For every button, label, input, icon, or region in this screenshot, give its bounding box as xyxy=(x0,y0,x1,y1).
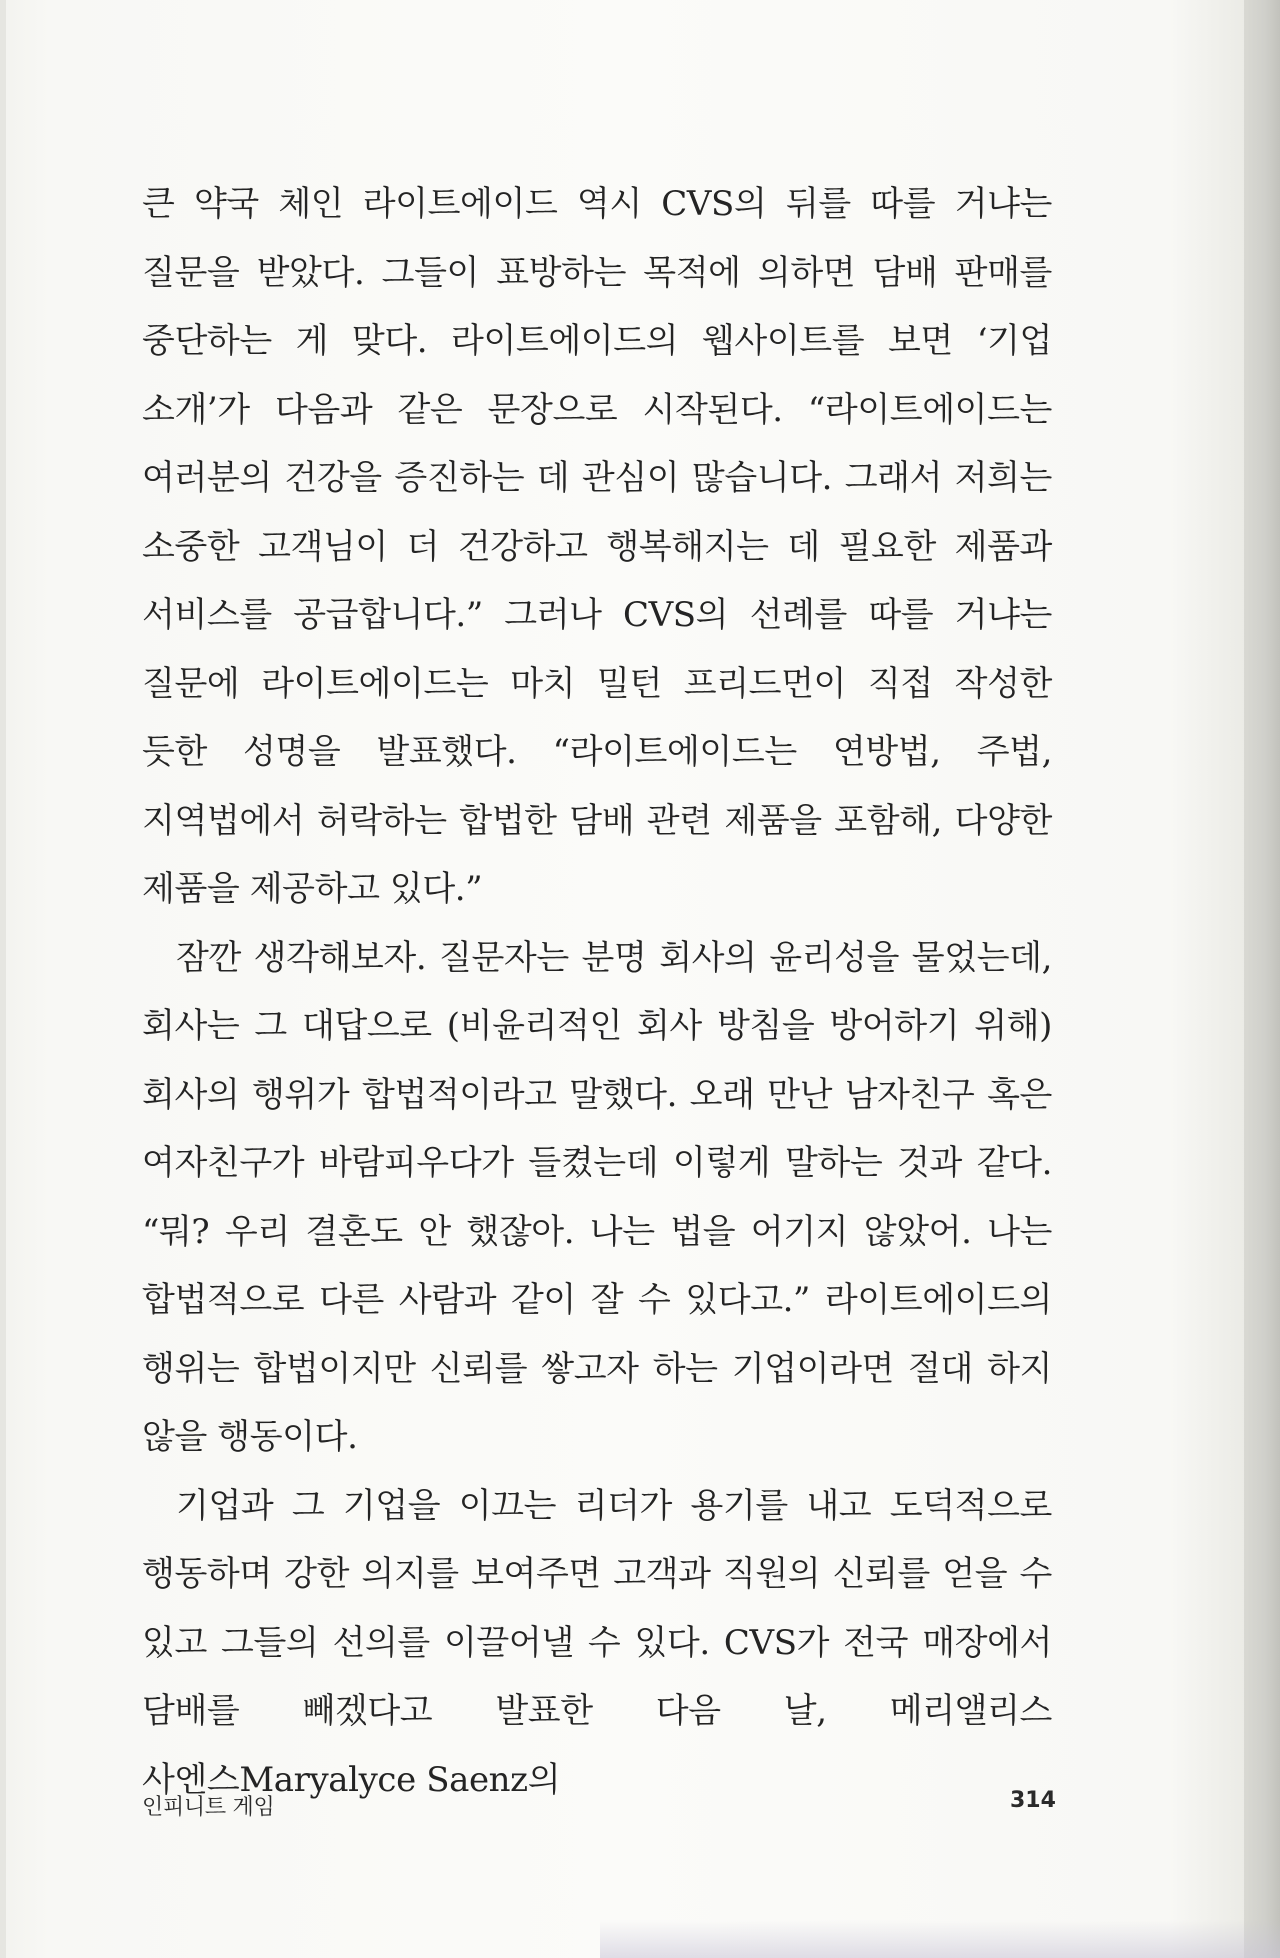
body-text xyxy=(142,170,1052,1814)
page-left-edge xyxy=(0,0,6,1958)
page-number: 314 xyxy=(1010,1788,1056,1813)
running-footer-book-title: 인피니트 게임 xyxy=(142,1795,275,1820)
paragraph-3: 기업과 그 기업을 이끄는 리더가 용기를 내고 도덕적으로 행동하며 강한 의지를 보여주면 고객과 직원의 신뢰를 얻을 수 있고 그들의 선의를 이끌어낼 수 있다. CVS가 전국 매장에서 담배를 빼겠다고 발표한 다음 날, 메리앨리스 사엔스Maryalyce Saenz의 xyxy=(142,1485,1052,1800)
paragraph-1: 큰 약국 체인 라이트에이드 역시 CVS의 뒤를 따를 거냐는 질문을 받았다. 그들이 표방하는 목적에 의하면 담배 판매를 중단하는 게 맞다. 라이트에이드의 웹사이트를 보면 ‘기업 소개’가 다음과 같은 문장으로 시작된다. “라이트에이드는 여러분의 건강을 증진하는 데 관심이 많습니다. 그래서 저희는 소중한 고객님이 더 건강하고 행복해지는 데 필요한 제품과 서비스를 공급합니다.” 그러나 CVS의 선례를 따를 거냐는 질문에 라이트에이드는 마치 밀턴 프리드먼이 직접 작성한 듯한 성명을 발표했다. “라이트에이드는 연방법, 주법, 지역법에서 허락하는 합법한 담배 관련 제품을 포함해, 다양한 제품을 제공하고 있다.” xyxy=(142,184,1052,909)
bottom-edge-shade xyxy=(600,1920,1280,1958)
paragraph-2: 잠깐 생각해보자. 질문자는 분명 회사의 윤리성을 물었는데, 회사는 그 대답으로 (비윤리적인 회사 방침을 방어하기 위해) 회사의 행위가 합법적이라고 말했다. 오래 만난 남자친구 혹은 여자친구가 바람피우다가 들켰는데 이렇게 말하는 것과 같다. “뭐? 우리 결혼도 안 했잖아. 나는 법을 어기지 않았어. 나는 합법적으로 다른 사람과 같이 잘 수 있다고.” 라이트에이드의 행위는 합법이지만 신뢰를 쌓고자 하는 기업이라면 절대 하지 않을 행동이다. xyxy=(142,937,1052,1457)
book-gutter-shadow xyxy=(1244,0,1280,1958)
